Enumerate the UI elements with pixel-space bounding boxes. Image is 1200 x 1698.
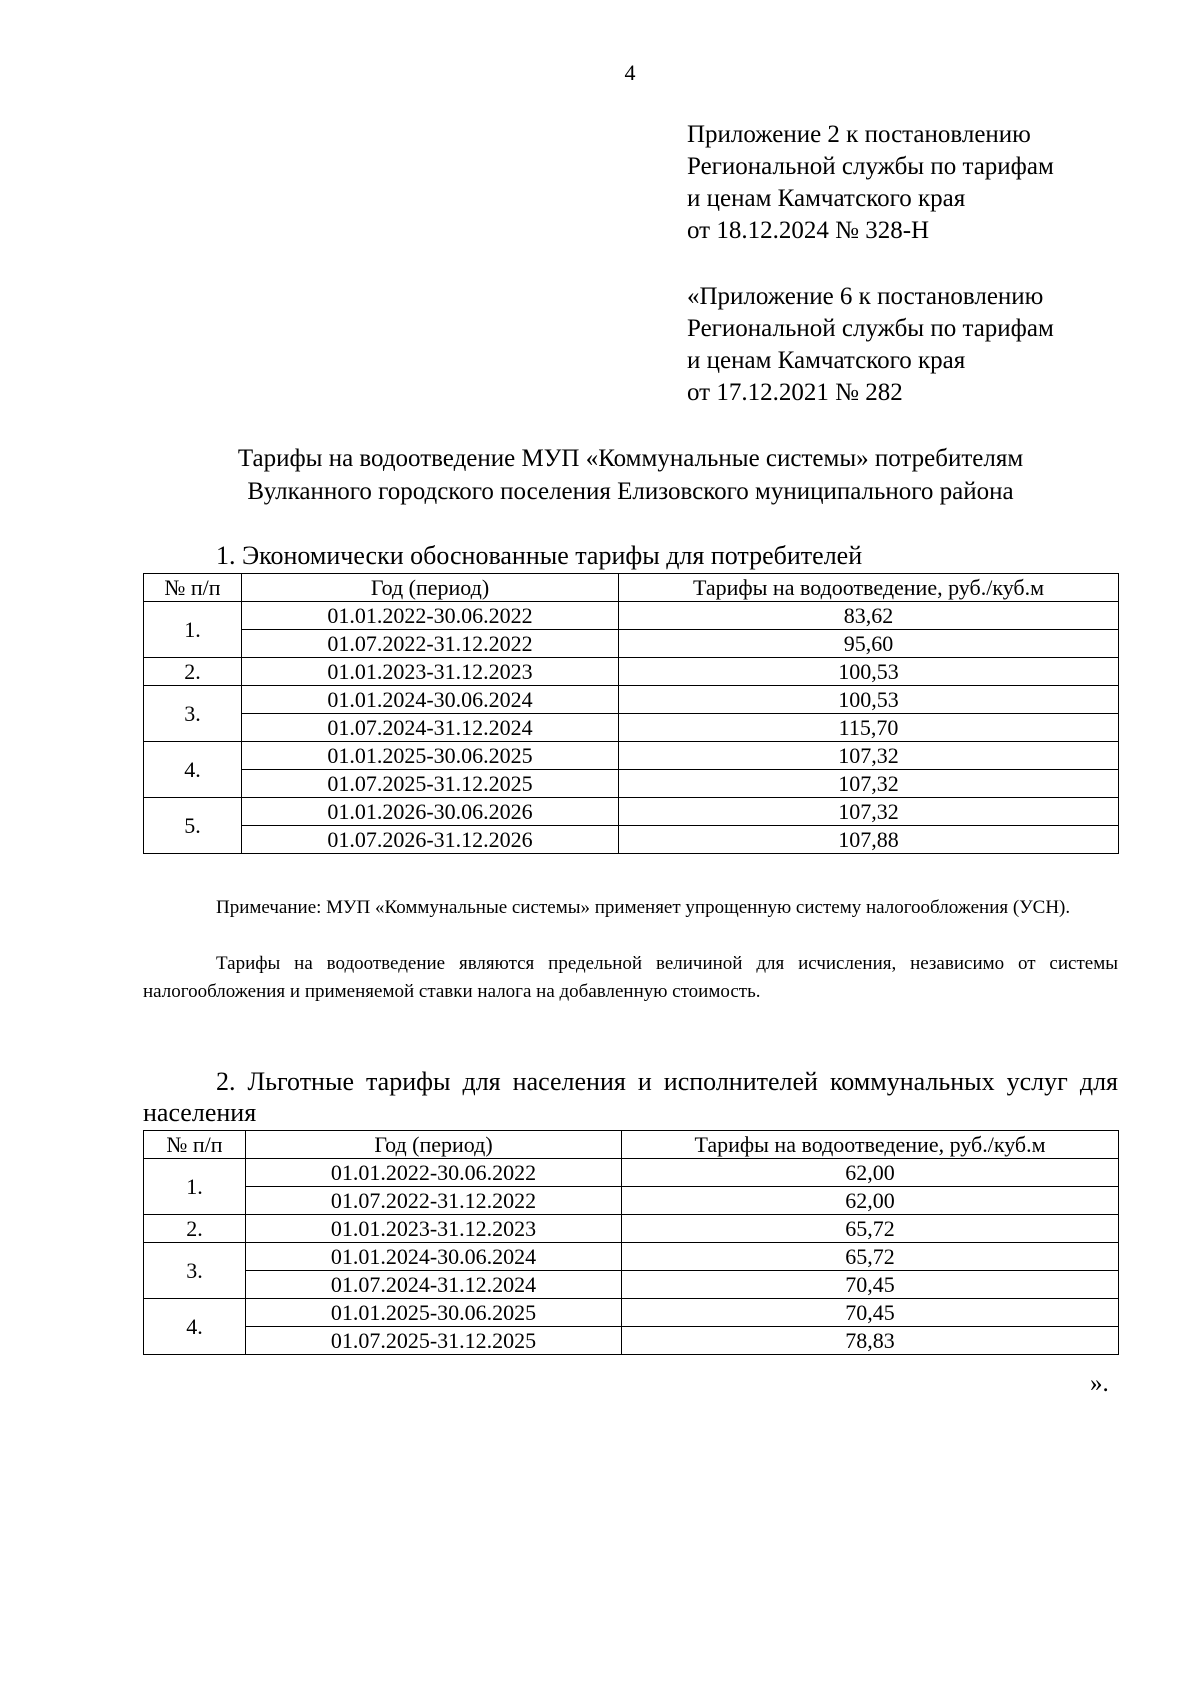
document-title-line: Вулканного городского поселения Елизовского муниципального района — [247, 478, 1014, 505]
column-header-period: Год (период) — [242, 574, 619, 602]
tariff-cell: 83,62 — [619, 602, 1119, 630]
period-cell: 01.01.2023-31.12.2023 — [246, 1215, 622, 1243]
note-paragraph — [143, 950, 1118, 1006]
row-number-cell: 3. — [144, 1243, 246, 1299]
tariff-cell: 107,88 — [619, 826, 1119, 854]
row-number-cell: 2. — [144, 658, 242, 686]
row-number-cell: 3. — [144, 686, 242, 742]
table-header-row — [144, 574, 1119, 602]
table-row — [144, 798, 1119, 826]
period-cell: 01.07.2025-31.12.2025 — [246, 1327, 622, 1355]
period-cell: 01.07.2026-31.12.2026 — [242, 826, 619, 854]
period-cell: 01.07.2024-31.12.2024 — [242, 714, 619, 742]
note-text: Тарифы на водоотведение являются предельной величиной для исчисления, независимо от системы налогообложения и применяемой ставки налога на добавленную стоимость. — [143, 953, 1118, 1002]
table-header-row — [144, 1131, 1119, 1159]
column-header-number: № п/п — [144, 574, 242, 602]
period-cell: 01.01.2023-31.12.2023 — [242, 658, 619, 686]
section2-heading: 2. Льготные тарифы для населения и исполнителей коммунальных услуг для населения — [143, 1067, 1118, 1127]
tariff-cell: 107,32 — [619, 798, 1119, 826]
tariff-cell: 95,60 — [619, 630, 1119, 658]
row-number-cell: 2. — [144, 1215, 246, 1243]
table-row — [144, 1299, 1119, 1327]
document-title-line: Тарифы на водоотведение МУП «Коммунальные системы» потребителям — [237, 445, 1024, 472]
period-cell: 01.01.2024-30.06.2024 — [242, 686, 619, 714]
appendix-header-line: Региональной службы по тарифам — [687, 153, 1054, 180]
table-row — [144, 1271, 1119, 1299]
section1-heading: 1. Экономически обоснованные тарифы для потребителей — [216, 541, 863, 570]
tariff-cell: 70,45 — [622, 1299, 1119, 1327]
row-number-cell: 4. — [144, 742, 242, 798]
appendix-original-line: от 17.12.2021 № 282 — [687, 379, 903, 406]
document-title — [143, 442, 1118, 508]
tariff-cell: 62,00 — [622, 1187, 1119, 1215]
appendix-header-line: от 18.12.2024 № 328-Н — [687, 217, 930, 244]
closing-quote-mark: ». — [1090, 1370, 1109, 1397]
column-header-number: № п/п — [144, 1131, 246, 1159]
appendix-original-line: Региональной службы по тарифам — [687, 315, 1054, 342]
period-cell: 01.07.2025-31.12.2025 — [242, 770, 619, 798]
row-number-cell: 5. — [144, 798, 242, 854]
appendix-header-line: и ценам Камчатского края — [687, 185, 966, 212]
tariff-cell: 100,53 — [619, 658, 1119, 686]
tariff-cell: 78,83 — [622, 1327, 1119, 1355]
table-row — [144, 602, 1119, 630]
row-number-cell: 4. — [144, 1299, 246, 1355]
tariff-cell: 107,32 — [619, 742, 1119, 770]
table-row — [144, 1243, 1119, 1271]
appendix-original-line: «Приложение 6 к постановлению — [687, 283, 1044, 310]
row-number-cell: 1. — [144, 1159, 246, 1215]
page-number: 4 — [624, 60, 636, 85]
table-row — [144, 630, 1119, 658]
tariff-cell: 100,53 — [619, 686, 1119, 714]
tariff-cell: 65,72 — [622, 1243, 1119, 1271]
row-number-cell: 1. — [144, 602, 242, 658]
period-cell: 01.01.2025-30.06.2025 — [242, 742, 619, 770]
appendix-original — [687, 281, 1167, 409]
period-cell: 01.01.2024-30.06.2024 — [246, 1243, 622, 1271]
table-row — [144, 826, 1119, 854]
table-row — [144, 1159, 1119, 1187]
period-cell: 01.07.2024-31.12.2024 — [246, 1271, 622, 1299]
table-row — [144, 1215, 1119, 1243]
period-cell: 01.07.2022-31.12.2022 — [242, 630, 619, 658]
table-body — [144, 1159, 1119, 1355]
economic-tariffs-table — [143, 573, 1119, 854]
table-row — [144, 686, 1119, 714]
tariff-cell: 62,00 — [622, 1159, 1119, 1187]
tariff-cell: 65,72 — [622, 1215, 1119, 1243]
tariff-cell: 70,45 — [622, 1271, 1119, 1299]
period-cell: 01.01.2026-30.06.2026 — [242, 798, 619, 826]
table-row — [144, 1327, 1119, 1355]
table-row — [144, 1187, 1119, 1215]
appendix-header — [687, 119, 1167, 247]
appendix-original-line: и ценам Камчатского края — [687, 347, 966, 374]
table-row — [144, 714, 1119, 742]
table-row — [144, 742, 1119, 770]
period-cell: 01.01.2022-30.06.2022 — [246, 1159, 622, 1187]
tariff-cell: 107,32 — [619, 770, 1119, 798]
column-header-tariff: Тарифы на водоотведение, руб./куб.м — [622, 1131, 1119, 1159]
appendix-header-line: Приложение 2 к постановлению — [687, 121, 1031, 148]
period-cell: 01.01.2022-30.06.2022 — [242, 602, 619, 630]
table-row — [144, 770, 1119, 798]
note-paragraph — [143, 894, 1118, 922]
period-cell: 01.01.2025-30.06.2025 — [246, 1299, 622, 1327]
note-text: Примечание: МУП «Коммунальные системы» применяет упрощенную систему налогообложения (УСН). — [216, 897, 1071, 918]
tariff-cell: 115,70 — [619, 714, 1119, 742]
period-cell: 01.07.2022-31.12.2022 — [246, 1187, 622, 1215]
column-header-period: Год (период) — [246, 1131, 622, 1159]
table-body — [144, 602, 1119, 854]
preferential-tariffs-table — [143, 1130, 1119, 1355]
table-row — [144, 658, 1119, 686]
column-header-tariff: Тарифы на водоотведение, руб./куб.м — [619, 574, 1119, 602]
